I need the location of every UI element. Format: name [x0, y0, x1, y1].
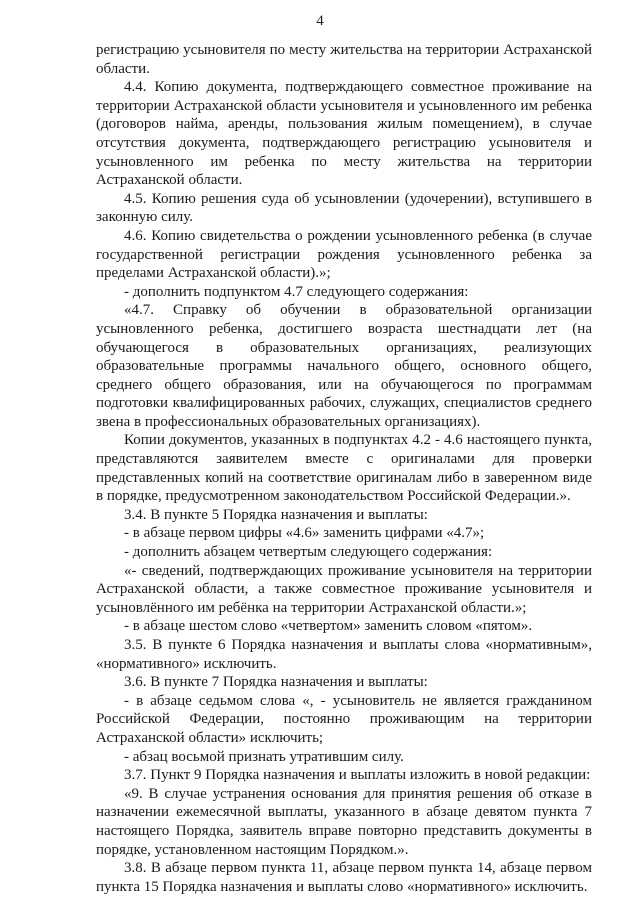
paragraph: «4.7. Справку об обучении в образовательной организации усыновленного ребенка, достигшего возраста шестнадцати лет (на обучающегося в образовательных организациях, реализующих образовательные программы начального общего, основного общего, среднего общего образования, или на обучающегося по программам подготовки квалифицированных рабочих, служащих, специалистов среднего звена в профессиональных образовательных организациях).: [96, 302, 592, 430]
paragraph: - в абзаце шестом слово «четвертом» заменить словом «пятом».: [124, 618, 533, 635]
paragraph: - абзац восьмой признать утратившим силу.: [124, 748, 404, 765]
paragraph: - дополнить подпунктом 4.7 следующего содержания:: [124, 283, 469, 300]
paragraph: 3.4. В пункте 5 Порядка назначения и выплаты:: [124, 506, 428, 523]
paragraph: «9. В случае устранения основания для принятия решения об отказе в назначении ежемесячной выплаты, указанного в абзаце девятом пункта 7 настоящего Порядка, заявитель вправе повторно представить документы в порядке, установленном настоящим Порядком.».: [96, 785, 592, 858]
paragraph: - в абзаце первом цифры «4.6» заменить цифрами «4.7»;: [124, 525, 485, 542]
paragraph: 4.5. Копию решения суда об усыновлении (удочерении), вступившего в законную силу.: [96, 190, 592, 226]
paragraph: 4.6. Копию свидетельства о рождении усыновленного ребенка (в случае государственной регистрации рождения усыновленного ребенка за пределами Астраханской области).»;: [96, 227, 592, 282]
paragraph: - в абзаце седьмом слова «, - усыновитель не является гражданином Российской Федерации, постоянно проживающим на территории Астраханской области» исключить;: [96, 692, 592, 746]
paragraph: - дополнить абзацем четвертым следующего содержания:: [124, 544, 493, 561]
paragraph: 3.5. В пункте 6 Порядка назначения и выплаты слова «нормативным», «нормативного» исключить.: [96, 637, 592, 672]
paragraph: регистрацию усыновителя по месту жительства на территории Астраханской области.: [96, 42, 592, 77]
paragraph: 3.6. В пункте 7 Порядка назначения и выплаты:: [124, 674, 428, 691]
paragraph: Копии документов, указанных в подпунктах 4.2 - 4.6 настоящего пункта, представляются заявителем вместе с оригиналами для проверки представленных копий на соответствие оригиналам либо в заверенном виде в порядке, предусмотренном законодательством Российской Федерации.».: [96, 432, 592, 505]
document-body: [96, 41, 592, 896]
page-number: 4: [316, 13, 324, 29]
paragraph: 4.4. Копию документа, подтверждающего совместное проживание на территории Астраханской области усыновителя и усыновленного им ребенка (договоров найма, аренды, пользования жилым помещением), в случае отсутствия документа, подтверждающего регистрацию усыновителя и усыновленного им ребенка по месту жительства на территории Астраханской области.: [96, 79, 592, 189]
paragraph: 3.8. В абзаце первом пункта 11, абзаце первом пункта 14, абзаце первом пункта 15 Порядка назначения и выплаты слово «нормативного» исключить.: [96, 860, 592, 895]
paragraph: «- сведений, подтверждающих проживание усыновителя на территории Астраханской области, а также совместное проживание усыновителя и усыновлённого им ребёнка на территории Астраханской области.»;: [96, 562, 592, 616]
paragraph: 3.7. Пункт 9 Порядка назначения и выплаты изложить в новой редакции:: [124, 767, 591, 784]
